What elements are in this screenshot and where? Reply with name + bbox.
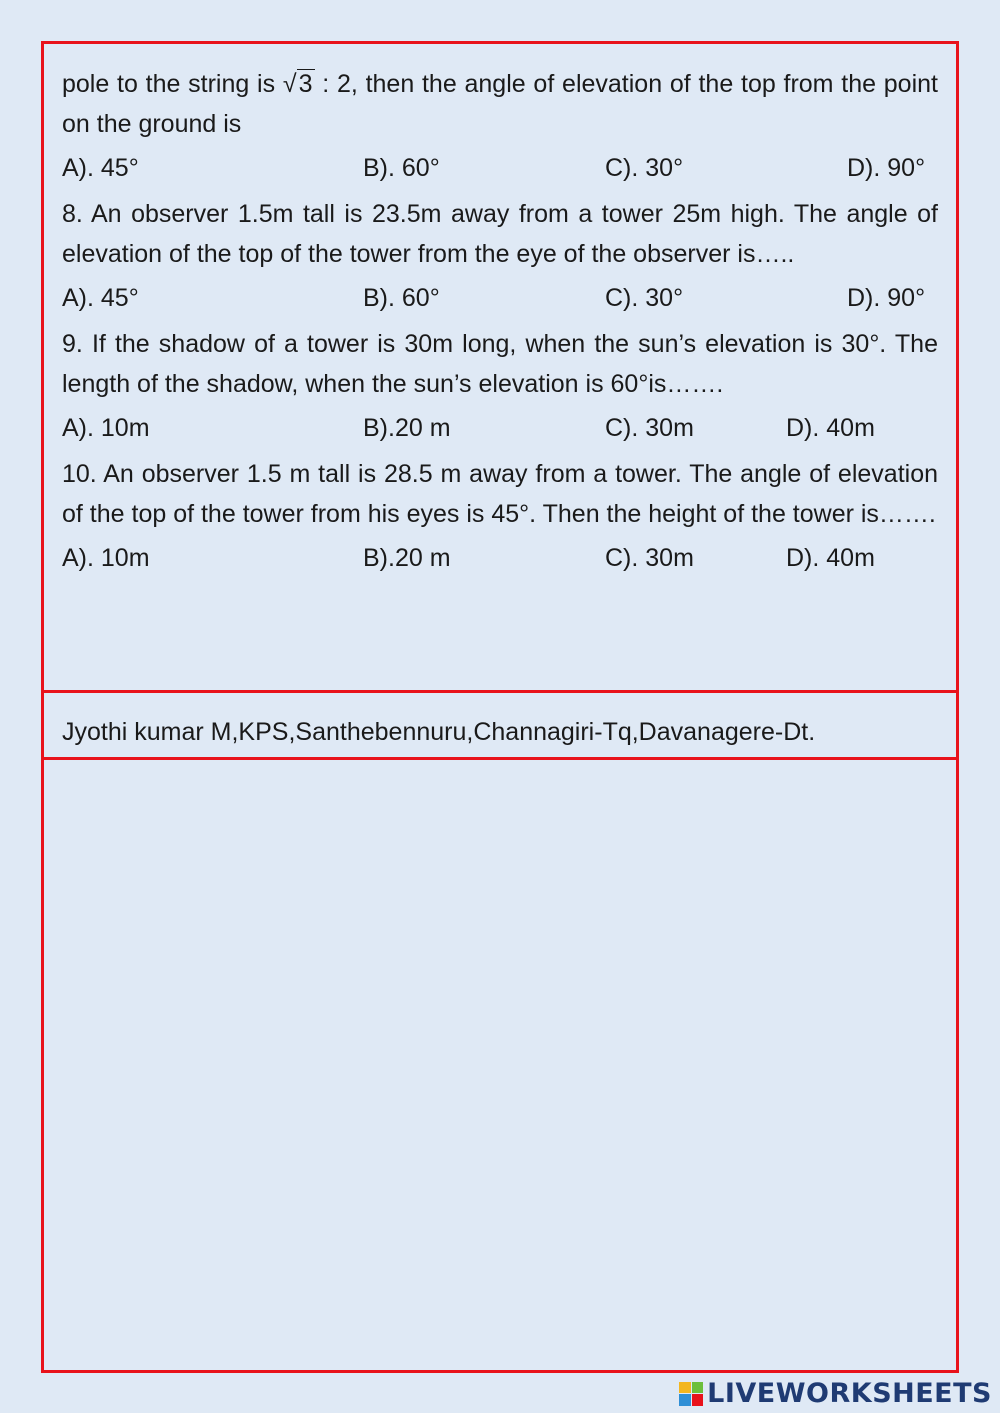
question-8-text: 8. An observer 1.5m tall is 23.5m away from a tower 25m high. The angle of elevation of the top of the tower from the eye of the observer is….. — [62, 200, 938, 268]
option-a: A). 45° — [62, 284, 139, 312]
question-8-options — [62, 274, 938, 324]
option-a: A). 10m — [62, 544, 150, 572]
author-credit: Jyothi kumar M,KPS,Santhebennuru,Channagiri-Tq,Davanagere-Dt. — [62, 718, 816, 746]
question-9-options — [62, 404, 938, 454]
option-c: C). 30m — [605, 414, 694, 442]
question-7-options — [62, 144, 938, 194]
question-10-options — [62, 534, 938, 584]
questions-area — [62, 64, 938, 584]
section-divider — [44, 690, 956, 693]
option-a: A). 45° — [62, 154, 139, 182]
option-c: C). 30° — [605, 284, 684, 312]
option-d: D). 40m — [786, 414, 875, 442]
option-d: D). 90° — [847, 154, 926, 182]
worksheet-frame — [41, 41, 959, 1373]
option-b: B). 60° — [363, 284, 440, 312]
option-d: D). 90° — [847, 284, 926, 312]
liveworksheets-logo-icon — [679, 1382, 703, 1406]
liveworksheets-logo[interactable] — [679, 1378, 992, 1409]
option-d: D). 40m — [786, 544, 875, 572]
square-root: √3 — [282, 70, 313, 98]
option-a: A). 10m — [62, 414, 150, 442]
logo-text: LIVEWORKSHEETS — [707, 1378, 992, 1409]
option-b: B). 60° — [363, 154, 440, 182]
question-9-text: 9. If the shadow of a tower is 30m long, when the sun’s elevation is 30°. The length of the shadow, when the sun’s elevation is 60°is……. — [62, 330, 938, 398]
option-c: C). 30m — [605, 544, 694, 572]
option-b: B).20 m — [363, 414, 451, 442]
option-b: B).20 m — [363, 544, 451, 572]
question-7-text: pole to the string is √3 : 2, then the angle of elevation of the top from the point on the ground is — [62, 64, 938, 144]
question-10-text: 10. An observer 1.5 m tall is 28.5 m away from a tower. The angle of elevation of the top of the tower from his eyes is 45°. Then the height of the tower is……. — [62, 460, 938, 528]
section-divider — [44, 757, 956, 760]
option-c: C). 30° — [605, 154, 684, 182]
